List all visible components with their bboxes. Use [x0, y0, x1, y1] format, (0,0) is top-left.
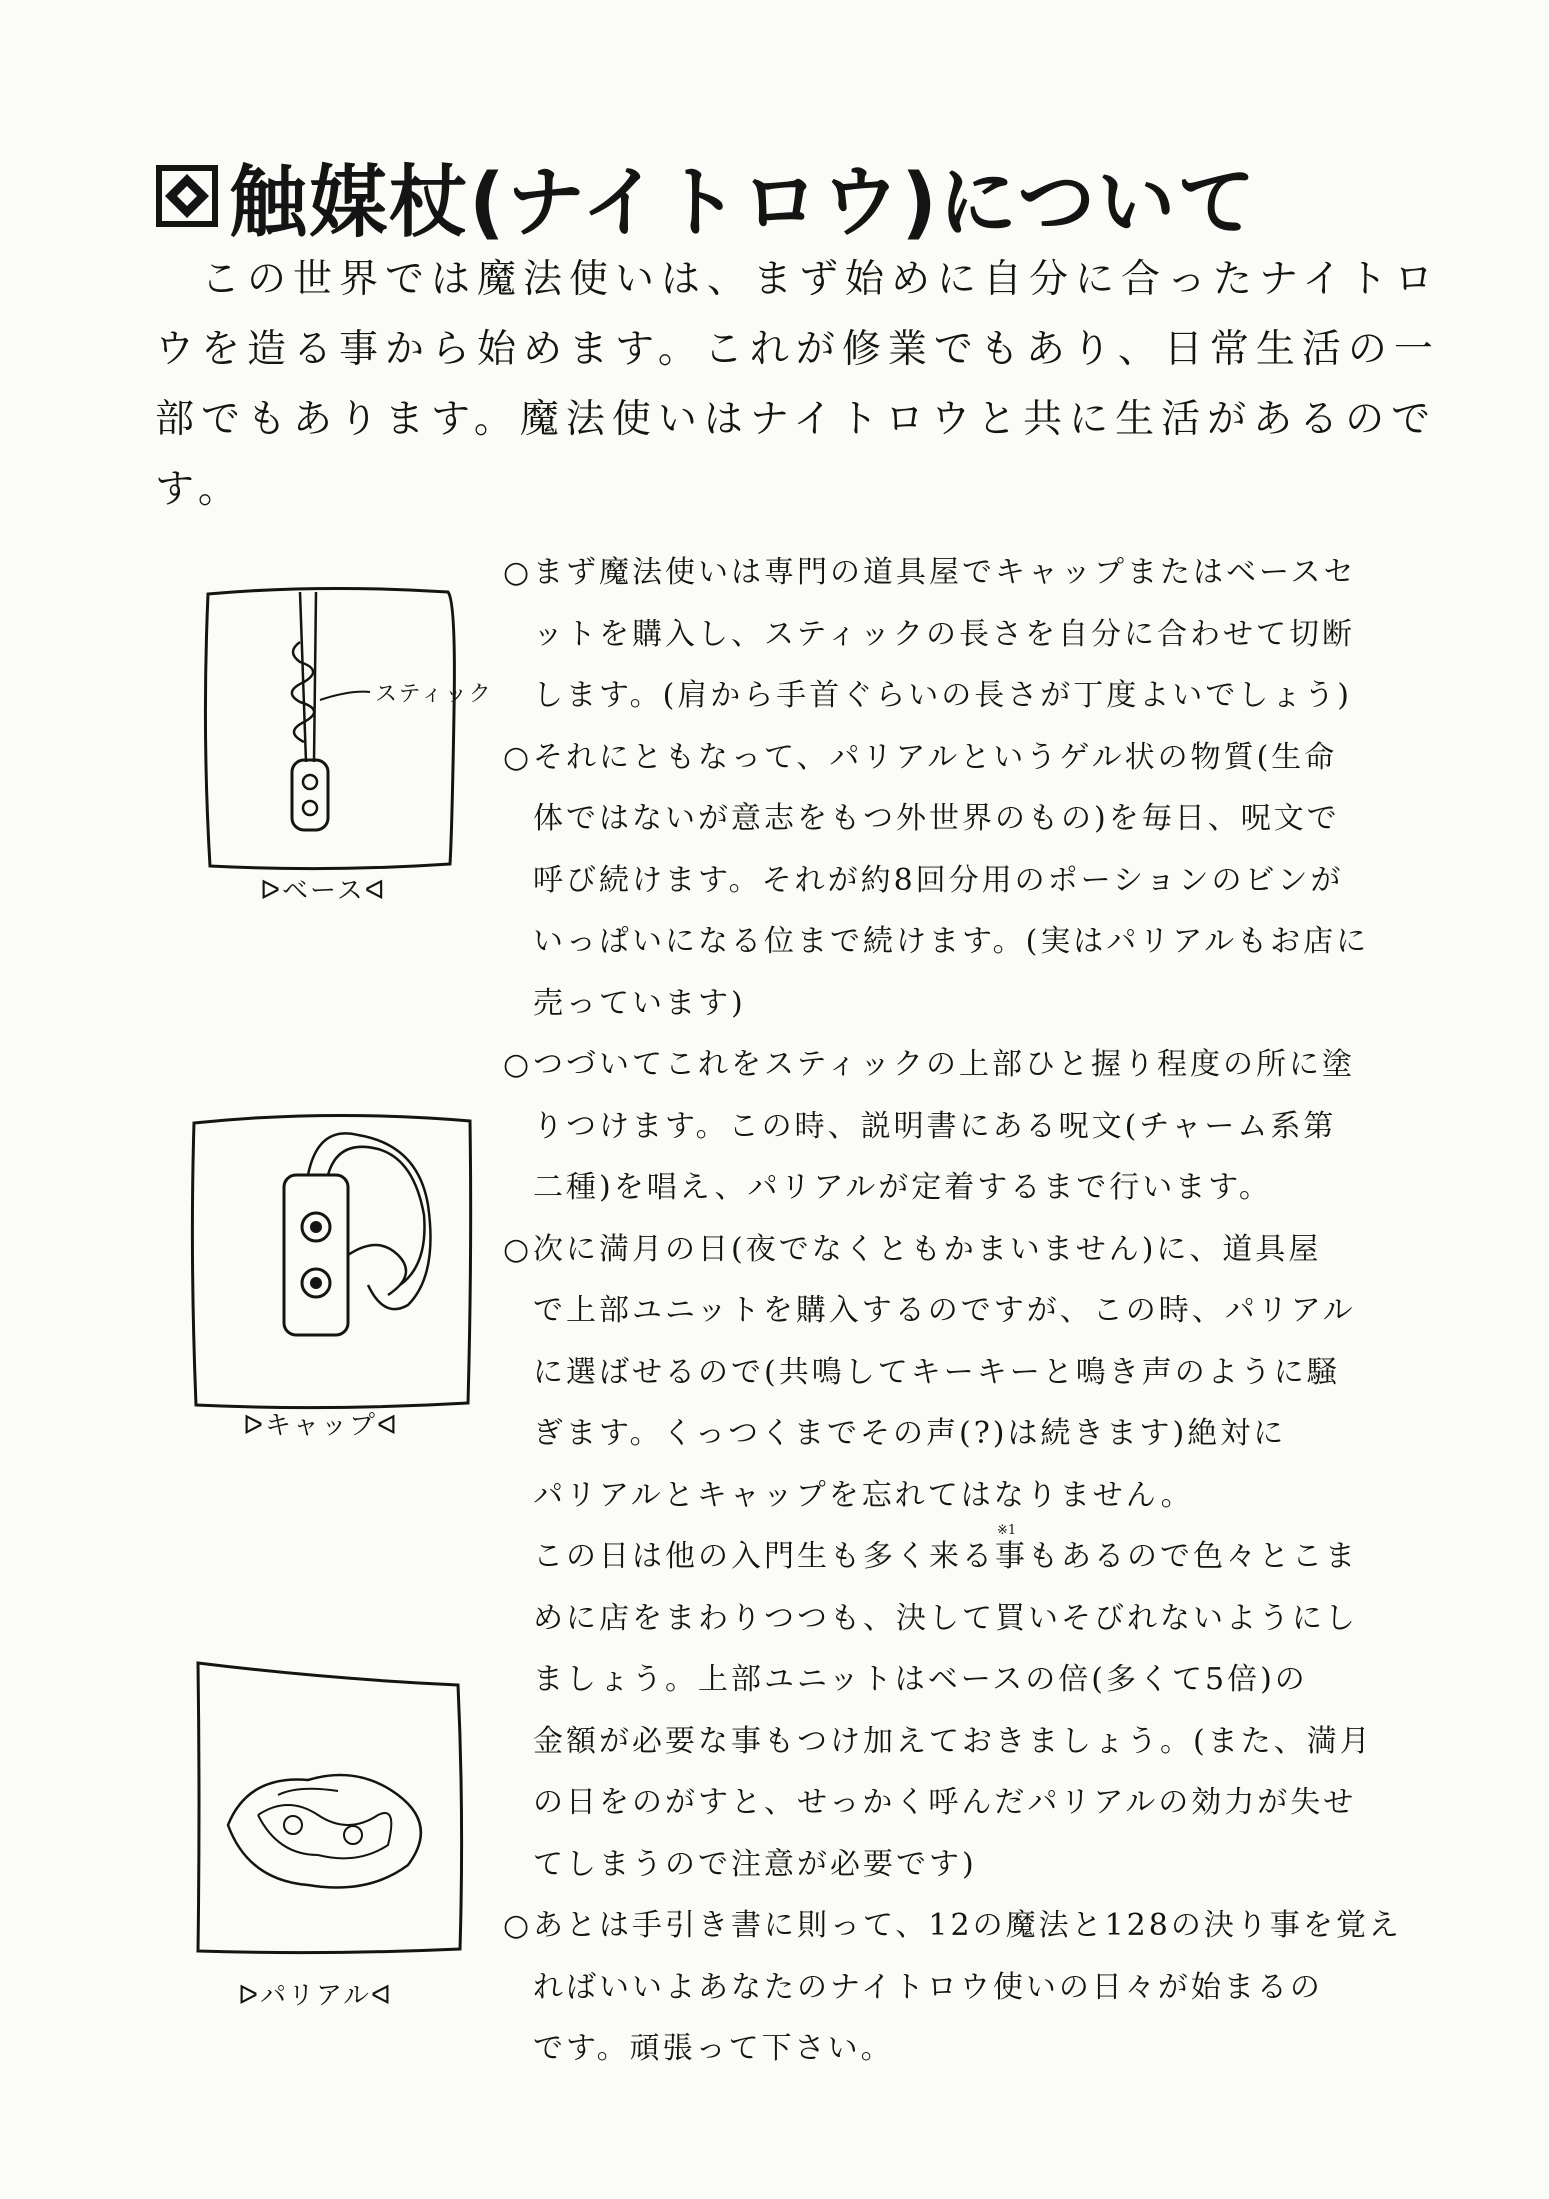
text-line: いっぱいになる位まで続けます。(実はパリアルもお店に — [533, 924, 1370, 959]
section-heading — [155, 140, 1257, 252]
text-line: 売っています) — [533, 985, 746, 1021]
cap-illustration — [188, 1105, 478, 1425]
text-line: めに店をまわりつつも、決して買いそびれないようにし — [533, 1600, 1358, 1636]
text-line: ればいいよあなたのナイトロウ使いの日々が始まるの — [533, 1969, 1323, 2005]
cap-caption: ᐅキャップᐊ — [243, 1411, 399, 1441]
text-line: ○つづいてこれをスティックの上部ひと握り程度の所に塗 — [503, 1034, 1463, 1096]
intro-line: す。 — [155, 467, 244, 512]
text-line: 呼び続けます。それが約8回分用のポーションのビンが — [533, 862, 1344, 898]
text-line: ましょう。上部ユニットはベースの倍(多くて5倍)の — [533, 1662, 1308, 1697]
base-caption: ᐅベースᐊ — [260, 876, 387, 906]
text-line: ぎます。くっつくまでその声(?)は続きます)絶対に — [533, 1416, 1287, 1451]
intro-paragraph — [155, 245, 1455, 525]
text-line: りつけます。この時、説明書にある呪文(チャーム系第 — [533, 1108, 1337, 1144]
intro-line: 部でもあります。魔法使いはナイトロウと共に生活があるので — [155, 397, 1438, 442]
bullet: ○ — [503, 739, 533, 775]
intro-line: この世界では魔法使いは、まず始めに自分に合ったナイトロ — [155, 257, 1441, 302]
text-line: てしまうので注意が必要です) — [533, 1846, 977, 1882]
page-title: 触媒杖(ナイトロウ)について — [229, 158, 1258, 248]
base-sketch — [200, 582, 493, 906]
text-line: ○それにともなって、パリアルというゲル状の物質(生命 — [503, 727, 1463, 789]
text-line: パリアルとキャップを忘れてはなりません。 — [533, 1477, 1194, 1513]
bullet: ○ — [503, 1047, 533, 1082]
text-line: ○まず魔法使いは専門の道具屋でキャップまたはベースセ — [503, 542, 1463, 604]
text-line: の日をのがすと、せっかく呼んだパリアルの効力が失せ — [533, 1785, 1357, 1820]
bullet: ○ — [503, 1231, 533, 1267]
footnote-marker: ※1 事 — [995, 1523, 1028, 1574]
steps-text — [503, 542, 1463, 2080]
text-line: ○次に満月の日(夜でなくともかまいません)に、道具屋 — [503, 1219, 1463, 1281]
bullet: ○ — [503, 1908, 533, 1943]
text-line: この日は他の入門生も多く来る ※1 事もあるので色々とこま — [503, 1526, 1463, 1588]
text-line: します。(肩から手首ぐらいの長さが丁度よいでしょう) — [533, 678, 1353, 713]
text-line: 金額が必要な事もつけ加えておきましょう。(また、満月 — [533, 1723, 1373, 1759]
parial-sketch — [188, 1655, 478, 2011]
text-line: です。頑張って下さい。 — [533, 2031, 894, 2066]
text-line: 体ではないが意志をもつ外世界のもの)を毎日、呪文で — [533, 801, 1340, 836]
stick-label: スティック — [375, 682, 493, 707]
base-illustration — [200, 582, 460, 882]
text-line: に選ばせるので(共鳴してキーキーと鳴き声のように騒 — [533, 1354, 1340, 1390]
text-line: ○あとは手引き書に則って、12の魔法と128の決り事を覚え — [503, 1895, 1463, 1957]
text-line: ットを購入し、スティックの長さを自分に合わせて切断 — [533, 616, 1355, 652]
intro-line: ウを造る事から始めます。これが修業でもあり、日常生活の一 — [155, 327, 1440, 372]
cap-sketch — [188, 1105, 478, 1441]
parial-illustration — [188, 1655, 478, 1975]
bullet: ○ — [503, 555, 533, 590]
text-line: で上部ユニットを購入するのですが、この時、パリアル — [533, 1293, 1356, 1328]
diamond-in-square-icon — [155, 164, 219, 228]
text-line: 二種)を唱え、パリアルが定着するまで行います。 — [533, 1170, 1272, 1205]
parial-caption: ᐅパリアルᐊ — [238, 1981, 393, 2011]
